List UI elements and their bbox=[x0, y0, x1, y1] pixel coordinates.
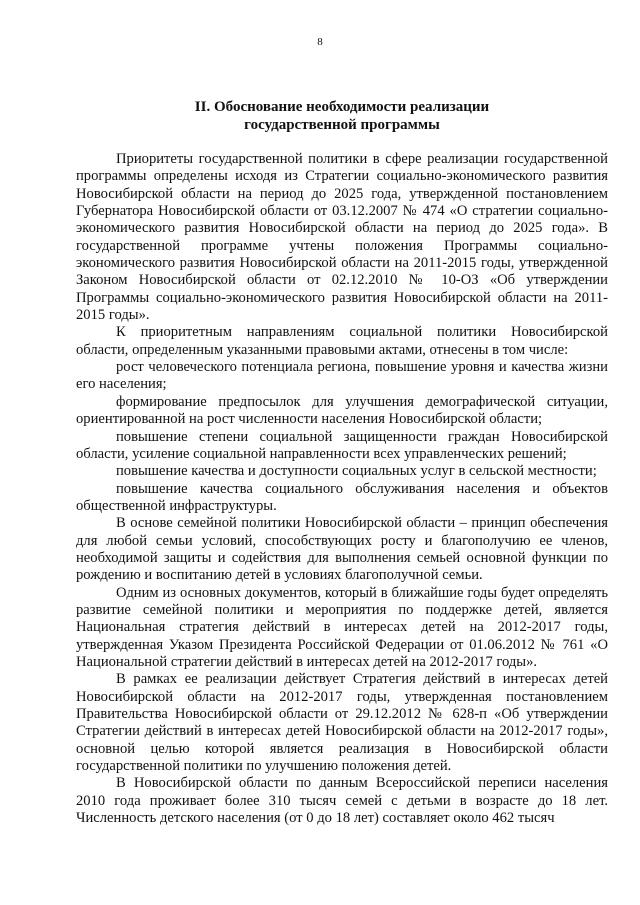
document-body bbox=[76, 151, 608, 827]
section-heading bbox=[76, 98, 608, 134]
paragraph: В основе семейной политики Новосибирской области – принцип обеспечения для любой семьи условий, способствующих росту и благополучию ее членов, необходимой защиты и содействия для выполнения семьей основной функции по рождению и воспитанию детей в условиях благополучной семьи. bbox=[76, 515, 608, 584]
paragraph: В Новосибирской области по данным Всероссийской переписи населения 2010 года проживает более 310 тысяч семей с детьми в возрасте до 18 лет. Численность детского населения (от 0 до 18 лет) составляет около 462 тысяч bbox=[76, 775, 608, 827]
paragraph: повышение степени социальной защищенности граждан Новосибирской области, усиление социальной направленности всех управленческих решений; bbox=[76, 428, 608, 462]
paragraph: К приоритетным направлениям социальной политики Новосибирской области, определенным указанными правовыми актами, отнесены в том числе: bbox=[76, 324, 608, 358]
page-number: 8 bbox=[317, 36, 323, 48]
section-heading-line-2: государственной программы bbox=[244, 117, 440, 133]
paragraph: Приоритеты государственной политики в сфере реализации государственной программы определены исходя из Стратегии социально-экономического развития Новосибирской области на период до 2025 года, утвержденной постановлением Губернатора Новосибирской области от 03.12.2007 № 474 «О стратегии социально-экономического развития Новосибирской области на период до 2025 года». В государственной программе учтены положения Программы социально-экономического развития Новосибирской области на 2011-2015 годы, утвержденной Законом Новосибирской области от 02.12.2010 № 10-ОЗ «Об утверждении Программы социально-экономического развития Новосибирской области на 2011-2015 годы». bbox=[76, 151, 608, 324]
section-heading-line-1: II. Обоснование необходимости реализации bbox=[194, 99, 490, 115]
paragraph: В рамках ее реализации действует Стратегия действий в интересах детей Новосибирской области на 2012-2017 годы, утвержденная постановлением Правительства Новосибирской области от 29.12.2012 № 628-п «Об утверждении Стратегии действий в интересах детей Новосибирской области на 2012-2017 годы», основной целью которой является реализация в Новосибирской области государственной политики по улучшению положения детей. bbox=[76, 671, 608, 775]
paragraph: формирование предпосылок для улучшения демографической ситуации, ориентированной на рост численности населения Новосибирской области; bbox=[76, 393, 608, 428]
paragraph: повышение качества и доступности социальных услуг в сельской местности; bbox=[116, 463, 597, 480]
paragraph: Одним из основных документов, который в ближайшие годы будет определять развитие семейной политики и мероприятия по поддержке детей, является Национальная стратегия действий в интересах детей на 2012-2017 годы, утвержденная Указом Президента Российской Федерации от 01.06.2012 № 761 «О Национальной стратегии действий в интересах детей на 2012-2017 годы». bbox=[76, 584, 608, 670]
paragraph: повышение качества социального обслуживания населения и объектов общественной инфраструктуры. bbox=[76, 480, 608, 514]
paragraph: рост человеческого потенциала региона, повышение уровня и качества жизни его населения; bbox=[76, 359, 608, 393]
